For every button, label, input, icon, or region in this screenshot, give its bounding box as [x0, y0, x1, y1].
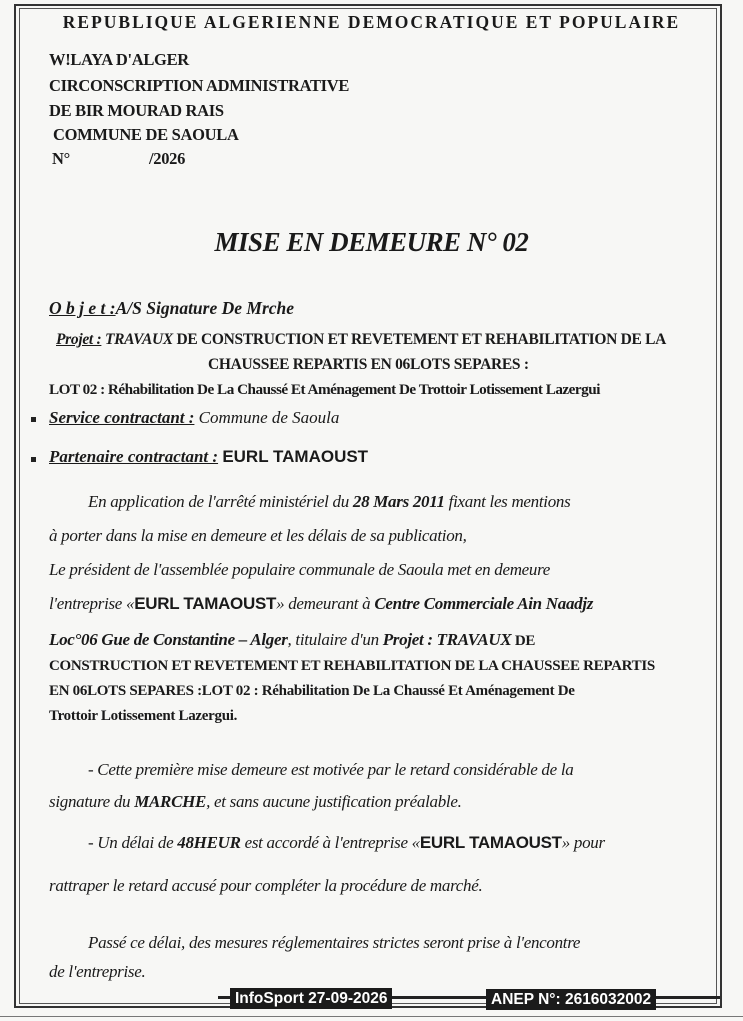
p1-text-b: fixant les mentions [444, 492, 571, 511]
paragraph-2-line-1: Le président de l'assemblée populaire communale de Saoula met en demeure [49, 560, 551, 579]
paragraph-3-line-1: - Cette première mise demeure est motivée par le retard considérable de la [88, 760, 574, 779]
paragraph-2-caps-1: CONSTRUCTION ET REVETEMENT ET REHABILITATION DE LA CHAUSSEE REPARTIS [49, 658, 655, 674]
service-value: Commune de Saoula [198, 408, 340, 427]
p1-date: 28 Mars 2011 [352, 492, 445, 511]
header-district: DE BIR MOURAD RAIS [49, 101, 224, 120]
bullet-icon [31, 457, 36, 462]
objet-label: O b j e t : [49, 298, 116, 318]
reference-number-label: N° [52, 149, 70, 168]
paragraph-5-line-1: Passé ce délai, des mesures réglementaires strictes seront prise à l'encontre [88, 933, 581, 952]
objet-line [49, 298, 294, 319]
paragraph-2-caps-2: EN 06LOTS SEPARES :LOT 02 : Réhabilitation De La Chaussé Et Aménagement De [49, 683, 575, 699]
paragraph-2-line-2 [49, 594, 593, 614]
projet-travaux: TRAVAUX [104, 331, 173, 348]
projet-description-2: CHAUSSEE REPARTIS EN 06LOTS SEPARES : [208, 356, 529, 373]
marche-word: MARCHE [134, 792, 207, 811]
reference-number-value: /2026 [149, 149, 186, 168]
p2-text-d: DE [511, 633, 536, 649]
partenaire-line [49, 447, 368, 467]
infosport-badge: InfoSport 27-09-2026 [230, 988, 392, 1009]
projet-line-1 [56, 331, 666, 349]
page-bottom-rule [0, 1016, 743, 1017]
delai-value: 48HEUR [177, 833, 241, 852]
partenaire-value: EURL TAMAOUST [222, 447, 369, 466]
paragraph-2-caps-3: Trottoir Lotissement Lazergui. [49, 708, 238, 724]
republic-heading: REPUBLIQUE ALGERIENNE DEMOCRATIQUE ET POPULAIRE [62, 12, 681, 32]
projet-description-1: DE CONSTRUCTION ET REVETEMENT ET REHABILITATION DE LA [176, 331, 667, 348]
p4-text-c: » pour [561, 833, 605, 852]
paragraph-1-line-2: à porter dans la mise en demeure et les délais de sa publication, [49, 526, 467, 545]
paragraph-3-line-2 [49, 792, 462, 812]
objet-value: A/S Signature De Mrche [115, 298, 295, 318]
paragraph-5-line-2: de l'entreprise. [49, 962, 146, 981]
paragraph-4-line-1 [88, 833, 605, 853]
partenaire-label: Partenaire contractant : [49, 447, 219, 466]
paragraph-2-line-3 [49, 630, 535, 650]
company-name: EURL TAMAOUST [134, 594, 277, 613]
p2-projet: Projet : TRAVAUX [382, 630, 512, 649]
address-line-2: Loc°06 Gue de Constantine – Alger [49, 630, 288, 649]
header-commune: COMMUNE DE SAOULA [53, 125, 239, 144]
p3-text-b: signature du [49, 792, 135, 811]
p2-text-b: » demeurant à [276, 594, 375, 613]
paragraph-4-line-2: rattraper le retard accusé pour compléter la procédure de marché. [49, 876, 483, 895]
p2-text-c: , titulaire d'un [287, 630, 383, 649]
lot-line: LOT 02 : Réhabilitation De La Chaussé Et Aménagement De Trottoir Lotissement Lazergui [49, 381, 600, 398]
company-name: EURL TAMAOUST [419, 833, 562, 852]
p4-text-b: est accordé à l'entreprise « [240, 833, 420, 852]
p1-text-a: En application de l'arrêté ministériel du [88, 492, 353, 511]
p4-text-a: - Un délai de [88, 833, 178, 852]
projet-label: Projet : [56, 331, 102, 348]
bullet-icon [31, 417, 36, 422]
anep-badge: ANEP N°: 2616032002 [486, 989, 656, 1010]
service-label: Service contractant : [49, 408, 195, 427]
p2-text-a: l'entreprise « [49, 594, 135, 613]
document-title: MISE EN DEMEURE N° 02 [214, 227, 529, 257]
p3-text-c: , et sans aucune justification préalable. [206, 792, 462, 811]
service-line [49, 408, 339, 428]
address-line-1: Centre Commerciale Ain Naadjz [374, 594, 594, 613]
header-wilaya: W!LAYA D'ALGER [49, 50, 189, 69]
header-circonscription: CIRCONSCRIPTION ADMINISTRATIVE [49, 76, 350, 95]
paragraph-1-line-1 [88, 492, 570, 512]
